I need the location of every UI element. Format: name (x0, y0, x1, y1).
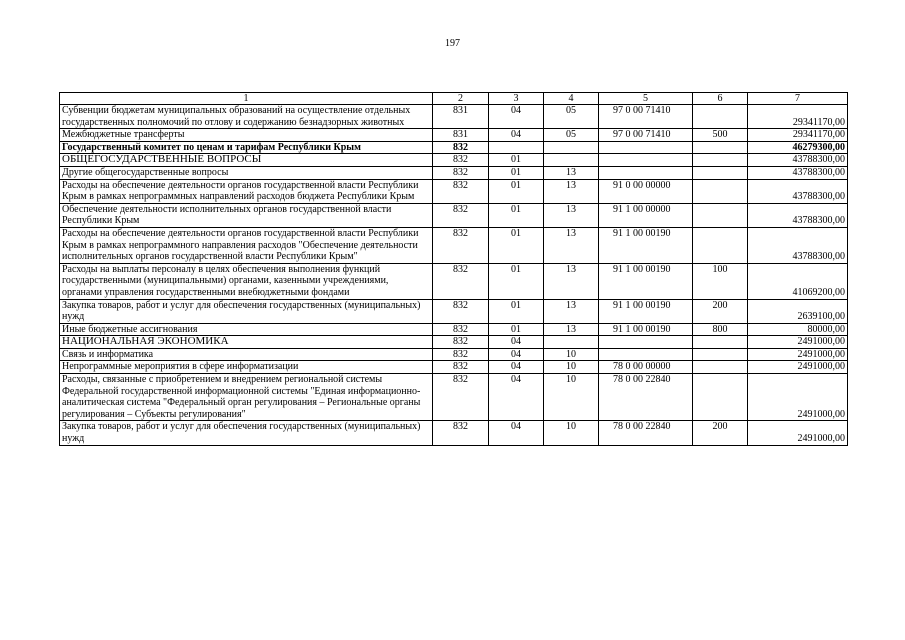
target-article-cell (599, 336, 693, 349)
subsection-cell: 10 (544, 421, 599, 445)
header-cell-2: 2 (433, 93, 489, 105)
subsection-cell: 10 (544, 361, 599, 374)
admin-code-cell: 832 (433, 166, 489, 179)
expense-type-cell (693, 227, 748, 263)
expense-type-cell (693, 179, 748, 203)
subsection-cell: 13 (544, 227, 599, 263)
target-article-cell: 91 1 00 00000 (599, 203, 693, 227)
section-cell: 01 (489, 323, 544, 336)
target-article-cell (599, 166, 693, 179)
name-cell: Другие общегосударственные вопросы (60, 166, 433, 179)
expense-type-cell (693, 141, 748, 154)
name-cell: Иные бюджетные ассигнования (60, 323, 433, 336)
section-cell: 01 (489, 179, 544, 203)
expense-type-cell (693, 336, 748, 349)
subsection-cell: 05 (544, 105, 599, 129)
name-cell: Расходы на выплаты персоналу в целях обеспечения выполнения функций государственными (муниципальными) органами, казенными учреждениями, органами управления государственными внебюджетными фондами (60, 263, 433, 299)
expense-type-cell (693, 166, 748, 179)
expense-type-cell: 100 (693, 263, 748, 299)
section-cell: 04 (489, 129, 544, 142)
admin-code-cell: 832 (433, 299, 489, 323)
expense-type-cell (693, 348, 748, 361)
name-cell: Расходы на обеспечение деятельности органов государственной власти Республики Крым в рамках непрограммных направлений расходов бюджета Республики Крым (60, 179, 433, 203)
section-cell: 04 (489, 361, 544, 374)
header-cell-4: 4 (544, 93, 599, 105)
target-article-cell: 91 1 00 00190 (599, 263, 693, 299)
table-row (60, 154, 848, 167)
table-row (60, 348, 848, 361)
section-cell: 01 (489, 166, 544, 179)
table-row (60, 374, 848, 421)
amount-cell: 29341170,00 (748, 129, 848, 142)
header-cell-7: 7 (748, 93, 848, 105)
admin-code-cell: 831 (433, 105, 489, 129)
table-row (60, 323, 848, 336)
target-article-cell: 97 0 00 71410 (599, 105, 693, 129)
amount-cell: 80000,00 (748, 323, 848, 336)
target-article-cell: 91 1 00 00190 (599, 227, 693, 263)
expense-type-cell: 200 (693, 421, 748, 445)
admin-code-cell: 831 (433, 129, 489, 142)
name-cell: Закупка товаров, работ и услуг для обеспечения государственных (муниципальных) нужд (60, 421, 433, 445)
section-cell: 04 (489, 421, 544, 445)
admin-code-cell: 832 (433, 154, 489, 167)
amount-cell: 2491000,00 (748, 421, 848, 445)
amount-cell: 2491000,00 (748, 336, 848, 349)
target-article-cell (599, 348, 693, 361)
expense-type-cell: 500 (693, 129, 748, 142)
table-row (60, 203, 848, 227)
amount-cell: 43788300,00 (748, 203, 848, 227)
subsection-cell: 13 (544, 179, 599, 203)
amount-cell: 2491000,00 (748, 374, 848, 421)
expense-type-cell (693, 154, 748, 167)
target-article-cell: 91 1 00 00190 (599, 299, 693, 323)
page-number: 197 (445, 38, 460, 49)
subsection-cell: 13 (544, 166, 599, 179)
header-cell-1: 1 (60, 93, 433, 105)
table-row (60, 179, 848, 203)
section-cell (489, 141, 544, 154)
subsection-cell: 13 (544, 203, 599, 227)
amount-cell: 2491000,00 (748, 348, 848, 361)
admin-code-cell: 832 (433, 323, 489, 336)
name-cell: Государственный комитет по ценам и тарифам Республики Крым (60, 141, 433, 154)
name-cell: Расходы на обеспечение деятельности органов государственной власти Республики Крым в рамках непрограммного направления расходов "Обеспечение деятельности исполнительных органов государственной власти Республики Крым" (60, 227, 433, 263)
subsection-cell: 05 (544, 129, 599, 142)
subsection-cell: 13 (544, 263, 599, 299)
header-cell-3: 3 (489, 93, 544, 105)
header-cell-5: 5 (599, 93, 693, 105)
target-article-cell (599, 154, 693, 167)
section-cell: 04 (489, 374, 544, 421)
amount-cell: 41069200,00 (748, 263, 848, 299)
admin-code-cell: 832 (433, 374, 489, 421)
amount-cell: 43788300,00 (748, 166, 848, 179)
name-cell: Непрограммные мероприятия в сфере информатизации (60, 361, 433, 374)
section-cell: 04 (489, 348, 544, 361)
amount-cell: 2491000,00 (748, 361, 848, 374)
section-cell: 01 (489, 299, 544, 323)
table-row (60, 263, 848, 299)
table-header-row (60, 93, 848, 105)
target-article-cell: 97 0 00 71410 (599, 129, 693, 142)
target-article-cell: 78 0 00 22840 (599, 374, 693, 421)
header-cell-6: 6 (693, 93, 748, 105)
expense-type-cell: 200 (693, 299, 748, 323)
target-article-cell (599, 141, 693, 154)
table-row (60, 227, 848, 263)
subsection-cell: 13 (544, 299, 599, 323)
subsection-cell (544, 336, 599, 349)
section-cell: 01 (489, 227, 544, 263)
admin-code-cell: 832 (433, 421, 489, 445)
admin-code-cell: 832 (433, 348, 489, 361)
admin-code-cell: 832 (433, 179, 489, 203)
name-cell: НАЦИОНАЛЬНАЯ ЭКОНОМИКА (60, 336, 433, 349)
section-cell: 01 (489, 154, 544, 167)
target-article-cell: 91 1 00 00190 (599, 323, 693, 336)
table-row (60, 336, 848, 349)
name-cell: Межбюджетные трансферты (60, 129, 433, 142)
subsection-cell: 10 (544, 348, 599, 361)
section-cell: 01 (489, 263, 544, 299)
amount-cell: 2639100,00 (748, 299, 848, 323)
target-article-cell: 91 0 00 00000 (599, 179, 693, 203)
name-cell: Расходы, связанные с приобретением и внедрением региональной системы Федеральной государственной информационной системы "Единая информационно-аналитическая система "Федеральный орган регулирования – Региональные органы регулирования – Субъекты регулирования" (60, 374, 433, 421)
admin-code-cell: 832 (433, 361, 489, 374)
table-row (60, 141, 848, 154)
subsection-cell (544, 154, 599, 167)
expense-type-cell (693, 374, 748, 421)
budget-table (59, 92, 848, 446)
expense-type-cell (693, 361, 748, 374)
section-cell: 01 (489, 203, 544, 227)
table-row (60, 166, 848, 179)
admin-code-cell: 832 (433, 336, 489, 349)
expense-type-cell: 800 (693, 323, 748, 336)
table-row (60, 361, 848, 374)
target-article-cell: 78 0 00 22840 (599, 421, 693, 445)
amount-cell: 43788300,00 (748, 227, 848, 263)
admin-code-cell: 832 (433, 227, 489, 263)
admin-code-cell: 832 (433, 263, 489, 299)
name-cell: Связь и информатика (60, 348, 433, 361)
expense-type-cell (693, 105, 748, 129)
subsection-cell: 10 (544, 374, 599, 421)
amount-cell: 43788300,00 (748, 154, 848, 167)
table-row (60, 105, 848, 129)
table-row (60, 129, 848, 142)
table-row (60, 421, 848, 445)
amount-cell: 43788300,00 (748, 179, 848, 203)
expense-type-cell (693, 203, 748, 227)
admin-code-cell: 832 (433, 141, 489, 154)
table-row (60, 299, 848, 323)
subsection-cell (544, 141, 599, 154)
name-cell: Обеспечение деятельности исполнительных органов государственной власти Республики Крым (60, 203, 433, 227)
target-article-cell: 78 0 00 00000 (599, 361, 693, 374)
amount-cell: 46279300,00 (748, 141, 848, 154)
subsection-cell: 13 (544, 323, 599, 336)
name-cell: Закупка товаров, работ и услуг для обеспечения государственных (муниципальных) нужд (60, 299, 433, 323)
name-cell: Субвенции бюджетам муниципальных образований на осуществление отдельных государственных полномочий по отлову и содержанию безнадзорных животных (60, 105, 433, 129)
amount-cell: 29341170,00 (748, 105, 848, 129)
section-cell: 04 (489, 105, 544, 129)
name-cell: ОБЩЕГОСУДАРСТВЕННЫЕ ВОПРОСЫ (60, 154, 433, 167)
admin-code-cell: 832 (433, 203, 489, 227)
section-cell: 04 (489, 336, 544, 349)
